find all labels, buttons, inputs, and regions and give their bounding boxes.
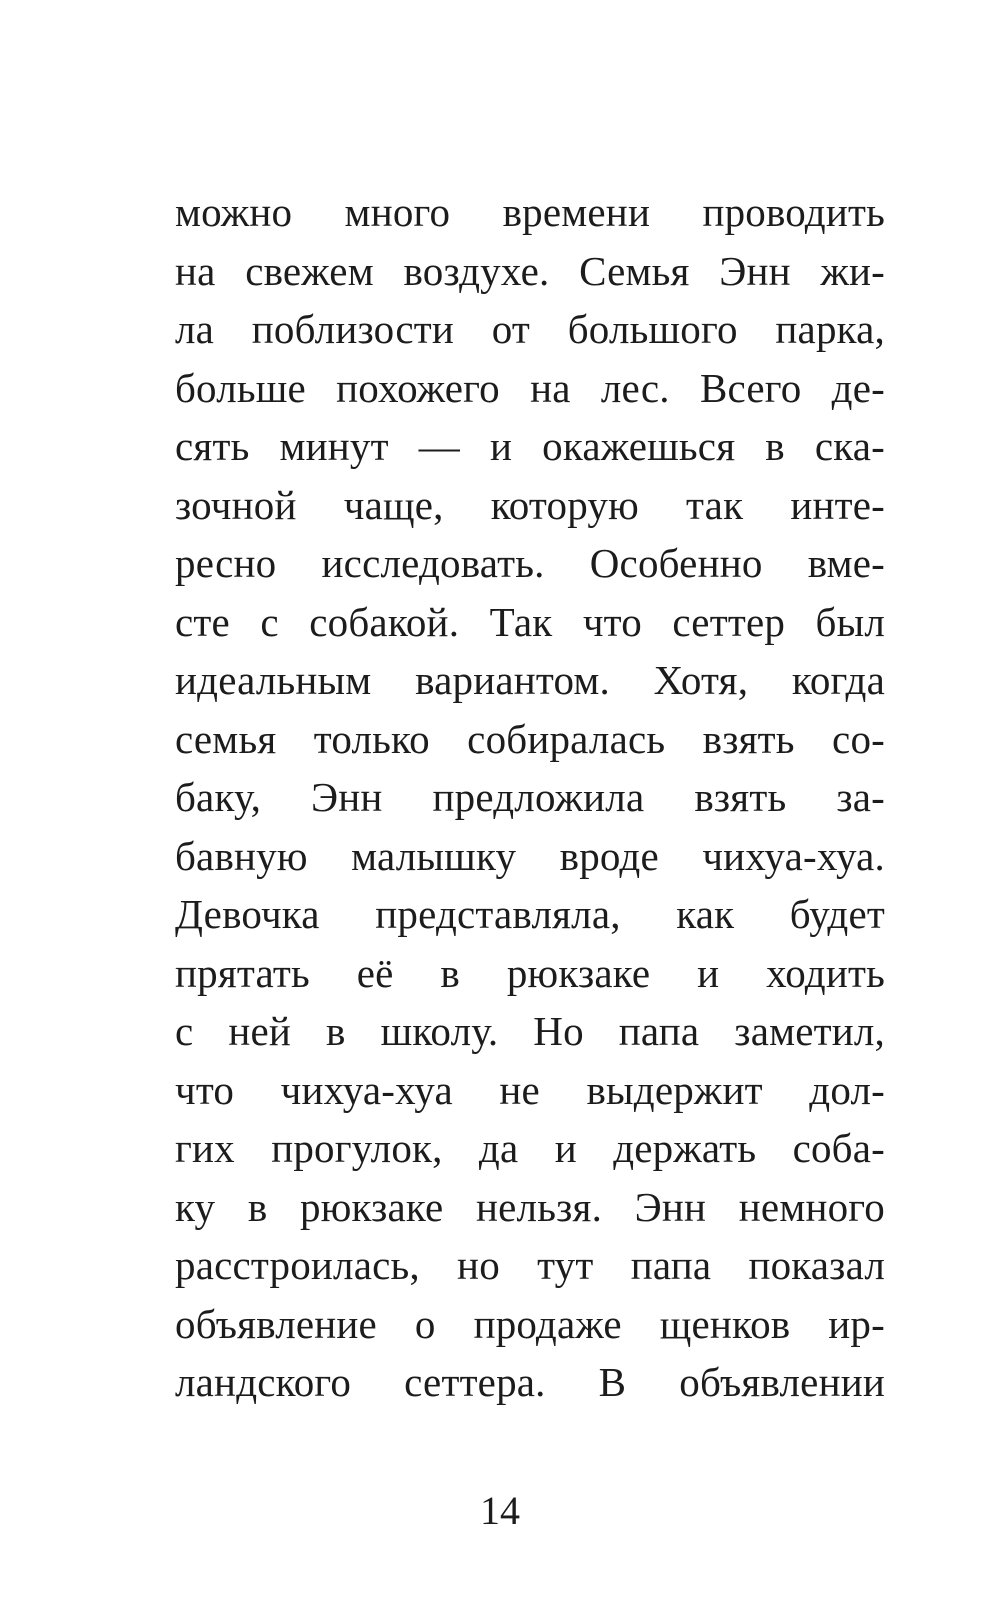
text-line: расстроилась, но тут папа показал [175, 1242, 885, 1288]
text-line: прятать её в рюкзаке и ходить [175, 949, 885, 996]
text-line: семья только собиралась взять со- [175, 715, 885, 762]
text-line: бавную малышку вроде чихуа-хуа. [175, 832, 885, 879]
text-line: баку, Энн предложила взять за- [175, 774, 885, 820]
text-line: с ней в школу. Но папа заметил, [175, 1008, 885, 1054]
text-line: ландского сеттера. В объявлении [175, 1359, 885, 1405]
text-line: гих прогулок, да и держать соба- [175, 1125, 885, 1171]
text-line: можно много времени проводить [175, 189, 885, 235]
text-line: что чихуа-хуа не выдержит дол- [175, 1066, 885, 1113]
text-line: ла поблизости от большого парка, [175, 306, 885, 352]
text-line: сте с собакой. Так что сеттер был [175, 598, 885, 645]
text-line: сять минут — и окажешься в ска- [175, 423, 885, 469]
text-line: зочной чаще, которую так инте- [175, 481, 885, 528]
text-line: больше похожего на лес. Всего де- [175, 364, 885, 411]
text-line: Девочка представляла, как будет [175, 891, 885, 937]
text-line: объявление о продаже щенков ир- [175, 1300, 885, 1347]
body-text [175, 183, 885, 1412]
text-line: на свежем воздухе. Семья Энн жи- [175, 247, 885, 294]
page-number: 14 [480, 1488, 520, 1533]
text-line: идеальным вариантом. Хотя, когда [175, 657, 885, 703]
text-line: ку в рюкзаке нельзя. Энн немного [175, 1183, 885, 1230]
text-line: ресно исследовать. Особенно вме- [175, 540, 885, 586]
